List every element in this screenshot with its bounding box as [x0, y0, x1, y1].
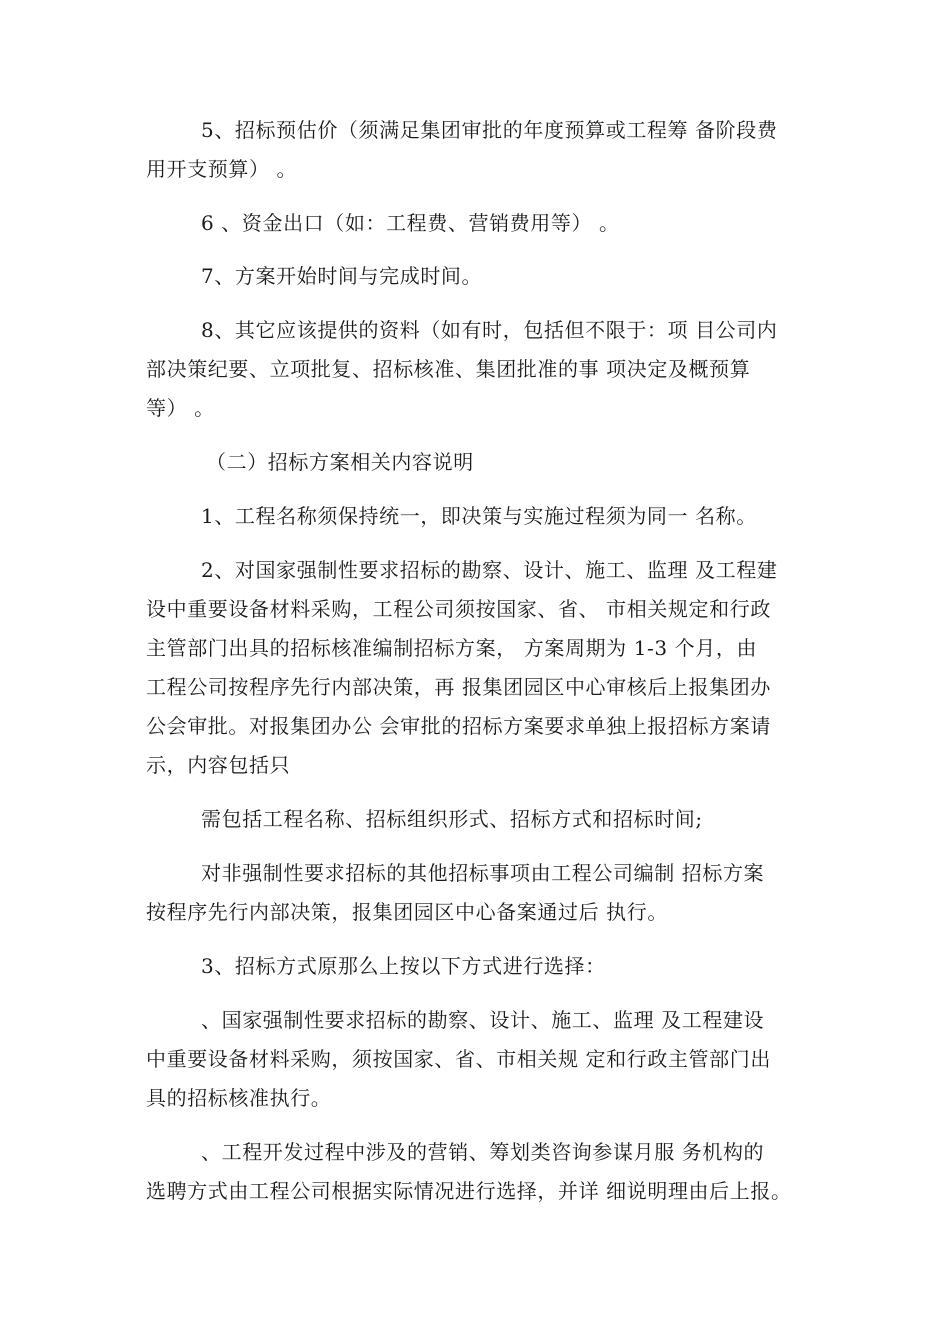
- text-line: 用开支预算） 。: [146, 157, 298, 181]
- text-line: 3、招标方式原那么上按以下方式进行选择：: [201, 954, 606, 978]
- text-line: 具的招标核准执行。: [146, 1086, 332, 1110]
- text-line: 公会审批。对报集团办公 会审批的招标方案要求单独上报招标方案请: [146, 714, 771, 738]
- text-line: 5、招标预估价（须满足集团审批的年度预算或工程筹 备阶段费: [201, 118, 778, 142]
- text-line: 按程序先行内部决策，报集团园区中心备案通过后 执行。: [146, 900, 668, 924]
- text-line: 工程公司按程序先行内部决策，再 报集团园区中心审核后上报集团办: [146, 675, 771, 699]
- text-line: 6 、资金出口（如：工程费、营销费用等） 。: [201, 211, 620, 235]
- text-line: 设中重要设备材料采购，工程公司须按国家、省、 市相关规定和行政: [146, 597, 771, 621]
- text-line: 7、方案开始时间与完成时间。: [201, 264, 483, 288]
- text-line: 示，内容包括只: [146, 753, 291, 777]
- text-line: 2、对国家强制性要求招标的勘察、设计、施工、监理 及工程建: [201, 558, 778, 582]
- text-line: 等） 。: [146, 396, 215, 420]
- text-line: 8、其它应该提供的资料（如有时，包括但不限于：项 目公司内: [201, 318, 778, 342]
- text-line: 主管部门出具的招标核准编制招标方案， 方案周期为 1-3 个月，由: [146, 636, 758, 660]
- text-line: 需包括工程名称、招标组织形式、招标方式和招标时间;: [201, 807, 703, 831]
- text-line: 1、工程名称须保持统一，即决策与实施过程须为同一 名称。: [201, 504, 757, 528]
- text-line: 选聘方式由工程公司根据实际情况进行选择，并详 细说明理由后上报。: [146, 1179, 792, 1203]
- section-heading: （二）招标方案相关内容说明: [206, 450, 474, 474]
- text-line: 中重要设备材料采购，须按国家、省、市相关规 定和行政主管部门出: [146, 1047, 771, 1071]
- text-line: 、工程开发过程中涉及的营销、筹划类咨询参谋月服 务机构的: [201, 1140, 765, 1164]
- text-line: 对非强制性要求招标的其他招标事项由工程公司编制 招标方案: [201, 861, 765, 885]
- text-line: 、国家强制性要求招标的勘察、设计、施工、监理 及工程建设: [201, 1008, 765, 1032]
- text-line: 部决策纪要、立项批复、招标核准、集团批准的事 项决定及概预算: [146, 357, 751, 381]
